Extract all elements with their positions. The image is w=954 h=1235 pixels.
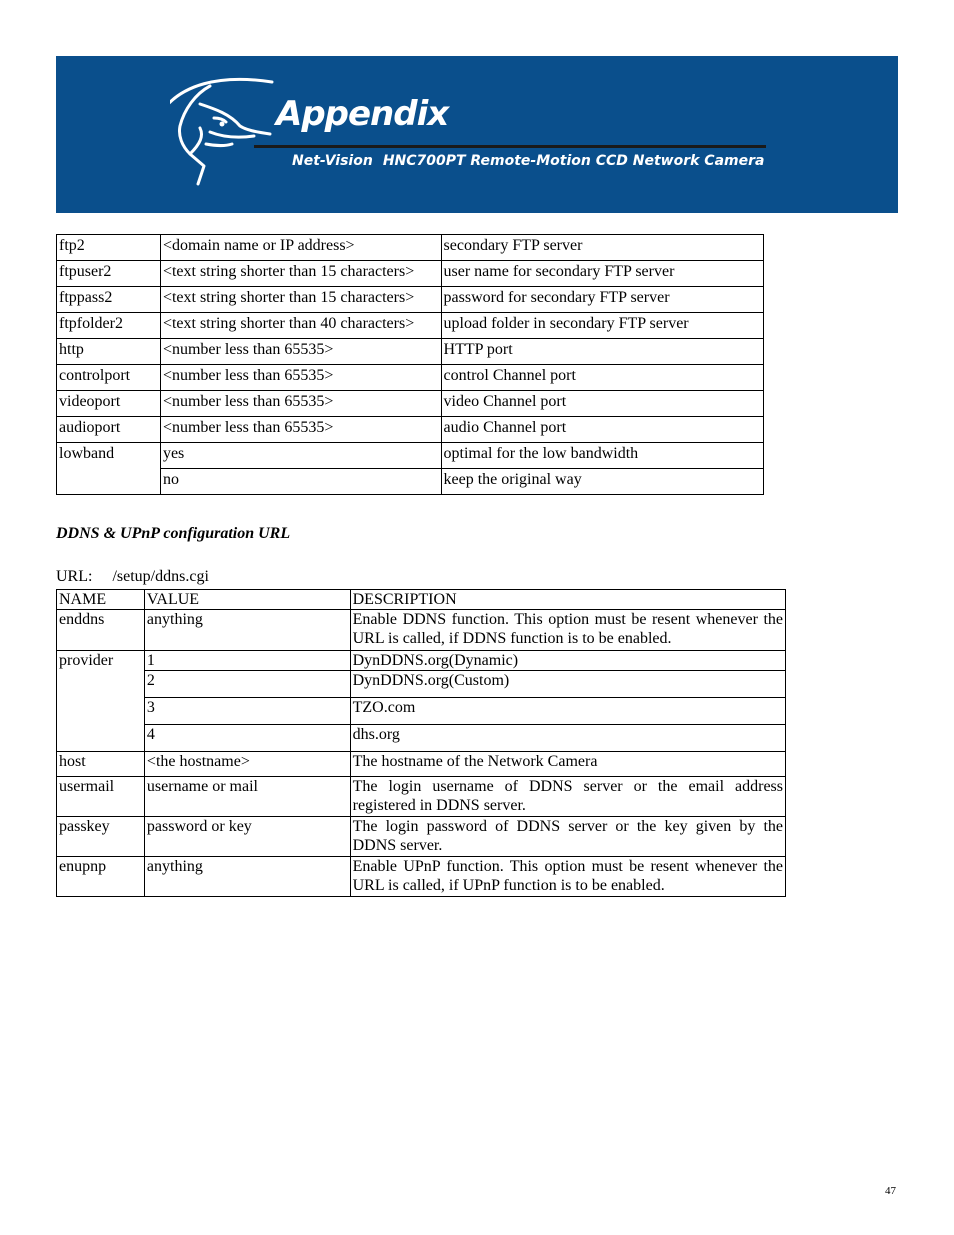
param-description: Enable DDNS function. This option must be resent whenever the URL is called, if DDNS function is to be enabled. <box>350 610 785 651</box>
param-name: ftpfolder2 <box>57 313 161 339</box>
ddns-url-line <box>56 568 209 586</box>
table-row <box>57 443 764 469</box>
param-name: videoport <box>57 391 161 417</box>
param-name: http <box>57 339 161 365</box>
param-name: host <box>57 752 145 777</box>
param-name: ftp2 <box>57 235 161 261</box>
param-value: anything <box>144 610 350 651</box>
param-value: 4 <box>144 725 350 752</box>
param-description: audio Channel port <box>441 417 763 443</box>
table-row <box>57 777 786 817</box>
banner-divider <box>254 145 766 148</box>
param-value: 3 <box>144 698 350 725</box>
table-row <box>57 698 786 725</box>
header-description: DESCRIPTION <box>350 590 785 610</box>
param-value: yes <box>160 443 441 469</box>
param-value: no <box>160 469 441 495</box>
param-value: <number less than 65535> <box>160 339 441 365</box>
brand-name: Net-Vision <box>292 153 373 169</box>
param-description: user name for secondary FTP server <box>441 261 763 287</box>
table-header-row <box>57 590 786 610</box>
param-value: 2 <box>144 671 350 698</box>
param-value: <text string shorter than 40 characters> <box>160 313 441 339</box>
table-row <box>57 365 764 391</box>
param-description: dhs.org <box>350 725 785 752</box>
table-row <box>57 313 764 339</box>
param-value: <number less than 65535> <box>160 391 441 417</box>
param-name: provider <box>57 651 145 752</box>
param-description: DynDDNS.org(Dynamic) <box>350 651 785 671</box>
param-value: password or key <box>144 817 350 857</box>
param-value: <text string shorter than 15 characters> <box>160 261 441 287</box>
param-value: anything <box>144 857 350 897</box>
ftp-parameters-table <box>56 234 764 495</box>
param-name: enddns <box>57 610 145 651</box>
param-value: <domain name or IP address> <box>160 235 441 261</box>
url-value: /setup/ddns.cgi <box>112 568 209 585</box>
ddns-parameters-table <box>56 589 786 897</box>
eagle-head-logo-icon <box>170 74 280 189</box>
table-row <box>57 339 764 365</box>
param-description: Enable UPnP function. This option must be resent whenever the URL is called, if UPnP function is to be enabled. <box>350 857 785 897</box>
table-row <box>57 725 786 752</box>
param-name: lowband <box>57 443 161 495</box>
param-name: audioport <box>57 417 161 443</box>
table-row <box>57 235 764 261</box>
table-row <box>57 651 786 671</box>
param-value: 1 <box>144 651 350 671</box>
param-description: HTTP port <box>441 339 763 365</box>
param-description: keep the original way <box>441 469 763 495</box>
banner-subtitle <box>292 153 764 169</box>
param-name: passkey <box>57 817 145 857</box>
table-row <box>57 857 786 897</box>
param-value: <text string shorter than 15 characters> <box>160 287 441 313</box>
param-name: ftppass2 <box>57 287 161 313</box>
param-description: The hostname of the Network Camera <box>350 752 785 777</box>
param-description: The login username of DDNS server or the email address registered in DDNS server. <box>350 777 785 817</box>
param-description: control Channel port <box>441 365 763 391</box>
table-row <box>57 752 786 777</box>
param-name: controlport <box>57 365 161 391</box>
table-row <box>57 287 764 313</box>
ddns-section-title: DDNS & UPnP configuration URL <box>56 525 291 542</box>
table-row <box>57 610 786 651</box>
param-description: TZO.com <box>350 698 785 725</box>
header-value: VALUE <box>144 590 350 610</box>
param-value: <number less than 65535> <box>160 365 441 391</box>
param-description: DynDDNS.org(Custom) <box>350 671 785 698</box>
header-name: NAME <box>57 590 145 610</box>
appendix-banner <box>56 56 898 213</box>
table-row <box>57 817 786 857</box>
param-description: The login password of DDNS server or the key given by the DDNS server. <box>350 817 785 857</box>
param-value: username or mail <box>144 777 350 817</box>
param-value: <the hostname> <box>144 752 350 777</box>
param-name: usermail <box>57 777 145 817</box>
product-name: HNC700PT Remote-Motion CCD Network Camera <box>382 153 765 169</box>
param-description: optimal for the low bandwidth <box>441 443 763 469</box>
param-description: secondary FTP server <box>441 235 763 261</box>
url-label: URL: <box>56 568 93 585</box>
table-row <box>57 671 786 698</box>
param-description: password for secondary FTP server <box>441 287 763 313</box>
param-description: video Channel port <box>441 391 763 417</box>
param-value: <number less than 65535> <box>160 417 441 443</box>
table-row <box>57 261 764 287</box>
page-number: 47 <box>885 1185 896 1197</box>
param-name: enupnp <box>57 857 145 897</box>
table-row <box>57 469 764 495</box>
param-name: ftpuser2 <box>57 261 161 287</box>
param-description: upload folder in secondary FTP server <box>441 313 763 339</box>
table-row <box>57 391 764 417</box>
table-row <box>57 417 764 443</box>
appendix-title: Appendix <box>276 94 449 134</box>
